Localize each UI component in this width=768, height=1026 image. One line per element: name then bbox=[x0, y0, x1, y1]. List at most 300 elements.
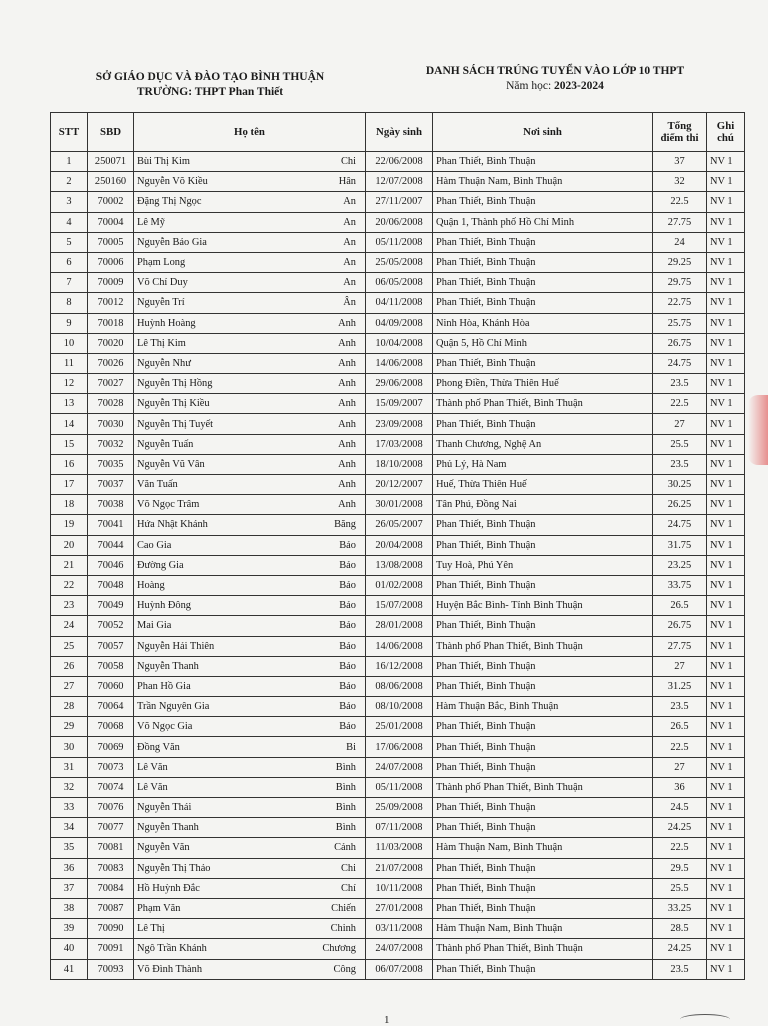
cell-family-name: Đồng Văn bbox=[137, 741, 180, 753]
cell-given-name: Bình bbox=[335, 781, 356, 793]
table-row bbox=[51, 878, 745, 898]
cell-note: NV 1 bbox=[707, 697, 745, 717]
cell-note: NV 1 bbox=[707, 656, 745, 676]
cell-dob: 12/07/2008 bbox=[366, 172, 433, 192]
cell-sbd: 250071 bbox=[88, 152, 134, 172]
cell-place: Phan Thiết, Bình Thuận bbox=[433, 252, 653, 272]
cell-name bbox=[134, 353, 366, 373]
cell-dob: 04/11/2008 bbox=[366, 293, 433, 313]
cell-dob: 17/03/2008 bbox=[366, 434, 433, 454]
table-row bbox=[51, 172, 745, 192]
cell-name bbox=[134, 454, 366, 474]
cell-sbd: 70049 bbox=[88, 596, 134, 616]
cell-dob: 27/01/2008 bbox=[366, 898, 433, 918]
cell-dob: 20/12/2007 bbox=[366, 475, 433, 495]
header-score bbox=[653, 113, 707, 152]
cell-given-name: Anh bbox=[338, 398, 356, 410]
table-row bbox=[51, 838, 745, 858]
cell-score: 32 bbox=[653, 172, 707, 192]
cell-stt: 9 bbox=[51, 313, 88, 333]
table-row bbox=[51, 737, 745, 757]
cell-stt: 24 bbox=[51, 616, 88, 636]
cell-dob: 28/01/2008 bbox=[366, 616, 433, 636]
cell-name bbox=[134, 818, 366, 838]
cell-place: Phan Thiết, Bình Thuận bbox=[433, 737, 653, 757]
table-row bbox=[51, 313, 745, 333]
cell-stt: 3 bbox=[51, 192, 88, 212]
cell-score: 26.5 bbox=[653, 717, 707, 737]
cell-family-name: Nguyễn Thanh bbox=[137, 822, 199, 834]
cell-family-name: Nguyễn Hải Thiên bbox=[137, 640, 215, 652]
cell-score: 24.25 bbox=[653, 939, 707, 959]
table-row bbox=[51, 374, 745, 394]
cell-dob: 14/06/2008 bbox=[366, 636, 433, 656]
cell-family-name: Huỳnh Đông bbox=[137, 600, 191, 612]
table-row bbox=[51, 555, 745, 575]
cell-dob: 30/01/2008 bbox=[366, 495, 433, 515]
cell-note: NV 1 bbox=[707, 898, 745, 918]
cell-sbd: 250160 bbox=[88, 172, 134, 192]
cell-dob: 25/05/2008 bbox=[366, 252, 433, 272]
cell-place: Tuy Hoà, Phú Yên bbox=[433, 555, 653, 575]
table-row bbox=[51, 818, 745, 838]
cell-given-name: Bảo bbox=[339, 640, 356, 652]
cell-sbd: 70060 bbox=[88, 676, 134, 696]
cell-name bbox=[134, 172, 366, 192]
cell-family-name: Nguyễn Văn bbox=[137, 842, 190, 854]
cell-given-name: Chương bbox=[322, 943, 356, 955]
cell-note: NV 1 bbox=[707, 818, 745, 838]
cell-stt: 15 bbox=[51, 434, 88, 454]
cell-given-name: Anh bbox=[338, 337, 356, 349]
cell-given-name: An bbox=[343, 257, 356, 269]
cell-sbd: 70004 bbox=[88, 212, 134, 232]
cell-place: Phan Thiết, Bình Thuận bbox=[433, 353, 653, 373]
cell-stt: 28 bbox=[51, 697, 88, 717]
cell-given-name: An bbox=[343, 196, 356, 208]
cell-stt: 41 bbox=[51, 959, 88, 979]
table-row bbox=[51, 656, 745, 676]
cell-place: Thành phố Phan Thiết, Bình Thuận bbox=[433, 394, 653, 414]
cell-family-name: Võ Ngọc Trâm bbox=[137, 499, 200, 511]
cell-stt: 29 bbox=[51, 717, 88, 737]
cell-family-name: Văn Tuấn bbox=[137, 479, 178, 491]
cell-given-name: An bbox=[343, 216, 356, 228]
table-row bbox=[51, 858, 745, 878]
cell-place: Phan Thiết, Bình Thuận bbox=[433, 535, 653, 555]
cell-score: 22.5 bbox=[653, 737, 707, 757]
cell-family-name: Nguyễn Thị Hồng bbox=[137, 378, 213, 390]
page-number: 1 bbox=[384, 1014, 390, 1026]
cell-note: NV 1 bbox=[707, 676, 745, 696]
cell-name bbox=[134, 152, 366, 172]
cell-given-name: An bbox=[343, 236, 356, 248]
cell-sbd: 70058 bbox=[88, 656, 134, 676]
cell-name bbox=[134, 858, 366, 878]
cell-stt: 25 bbox=[51, 636, 88, 656]
table-row bbox=[51, 252, 745, 272]
cell-dob: 03/11/2008 bbox=[366, 919, 433, 939]
cell-note: NV 1 bbox=[707, 313, 745, 333]
cell-place: Phan Thiết, Bình Thuận bbox=[433, 232, 653, 252]
cell-sbd: 70028 bbox=[88, 394, 134, 414]
cell-given-name: Anh bbox=[338, 479, 356, 491]
table-row bbox=[51, 475, 745, 495]
cell-place: Quận 5, Hồ Chí Minh bbox=[433, 333, 653, 353]
cell-score: 26.25 bbox=[653, 495, 707, 515]
cell-family-name: Cao Gia bbox=[137, 539, 172, 551]
cell-given-name: Anh bbox=[338, 378, 356, 390]
cell-name bbox=[134, 838, 366, 858]
table-row bbox=[51, 232, 745, 252]
cell-score: 22.5 bbox=[653, 838, 707, 858]
cell-note: NV 1 bbox=[707, 717, 745, 737]
cell-name bbox=[134, 656, 366, 676]
cell-score: 27.75 bbox=[653, 636, 707, 656]
table-row bbox=[51, 777, 745, 797]
cell-place: Phan Thiết, Bình Thuận bbox=[433, 152, 653, 172]
cell-note: NV 1 bbox=[707, 273, 745, 293]
cell-note: NV 1 bbox=[707, 434, 745, 454]
cell-dob: 05/11/2008 bbox=[366, 232, 433, 252]
cell-name bbox=[134, 939, 366, 959]
cell-sbd: 70064 bbox=[88, 697, 134, 717]
cell-score: 27 bbox=[653, 757, 707, 777]
cell-stt: 36 bbox=[51, 858, 88, 878]
cell-score: 29.75 bbox=[653, 273, 707, 293]
cell-score: 25.75 bbox=[653, 313, 707, 333]
cell-score: 30.25 bbox=[653, 475, 707, 495]
cell-note: NV 1 bbox=[707, 878, 745, 898]
cell-dob: 29/06/2008 bbox=[366, 374, 433, 394]
cell-dob: 08/10/2008 bbox=[366, 697, 433, 717]
cell-dob: 04/09/2008 bbox=[366, 313, 433, 333]
cell-name bbox=[134, 676, 366, 696]
cell-name bbox=[134, 273, 366, 293]
cell-dob: 20/06/2008 bbox=[366, 212, 433, 232]
cell-score: 36 bbox=[653, 777, 707, 797]
cell-stt: 10 bbox=[51, 333, 88, 353]
cell-score: 27 bbox=[653, 414, 707, 434]
cell-note: NV 1 bbox=[707, 858, 745, 878]
admission-table bbox=[50, 112, 745, 980]
cell-place: Phan Thiết, Bình Thuận bbox=[433, 798, 653, 818]
cell-dob: 01/02/2008 bbox=[366, 575, 433, 595]
cell-family-name: Nguyễn Thị Kiều bbox=[137, 398, 210, 410]
cell-given-name: Băng bbox=[334, 519, 356, 531]
cell-note: NV 1 bbox=[707, 212, 745, 232]
cell-stt: 23 bbox=[51, 596, 88, 616]
cell-stt: 4 bbox=[51, 212, 88, 232]
cell-sbd: 70069 bbox=[88, 737, 134, 757]
cell-family-name: Nguyễn Thái bbox=[137, 802, 192, 814]
table-row bbox=[51, 798, 745, 818]
cell-given-name: Anh bbox=[338, 458, 356, 470]
table-row bbox=[51, 353, 745, 373]
cell-name bbox=[134, 636, 366, 656]
cell-name bbox=[134, 697, 366, 717]
cell-stt: 17 bbox=[51, 475, 88, 495]
header-place: Nơi sinh bbox=[433, 113, 653, 152]
cell-stt: 40 bbox=[51, 939, 88, 959]
cell-stt: 35 bbox=[51, 838, 88, 858]
cell-sbd: 70044 bbox=[88, 535, 134, 555]
cell-name bbox=[134, 555, 366, 575]
issuer-header bbox=[60, 70, 360, 100]
cell-stt: 8 bbox=[51, 293, 88, 313]
table-row bbox=[51, 959, 745, 979]
cell-score: 23.25 bbox=[653, 555, 707, 575]
cell-dob: 08/06/2008 bbox=[366, 676, 433, 696]
header-score-line2: điểm thi bbox=[660, 132, 699, 144]
cell-place: Tân Phú, Đồng Nai bbox=[433, 495, 653, 515]
table-row bbox=[51, 212, 745, 232]
table-row bbox=[51, 636, 745, 656]
cell-sbd: 70046 bbox=[88, 555, 134, 575]
table-row bbox=[51, 495, 745, 515]
cell-place: Phong Điền, Thừa Thiên Huế bbox=[433, 374, 653, 394]
header-note bbox=[707, 113, 745, 152]
cell-stt: 31 bbox=[51, 757, 88, 777]
cell-family-name: Ngô Trần Khánh bbox=[137, 943, 207, 955]
cell-stt: 19 bbox=[51, 515, 88, 535]
cell-score: 37 bbox=[653, 152, 707, 172]
cell-name bbox=[134, 293, 366, 313]
cell-note: NV 1 bbox=[707, 737, 745, 757]
cell-name bbox=[134, 777, 366, 797]
cell-name bbox=[134, 898, 366, 918]
cell-place: Phan Thiết, Bình Thuận bbox=[433, 273, 653, 293]
cell-given-name: Ân bbox=[343, 297, 356, 309]
cell-family-name: Đường Gia bbox=[137, 559, 184, 571]
cell-name bbox=[134, 434, 366, 454]
cell-stt: 39 bbox=[51, 919, 88, 939]
cell-name bbox=[134, 475, 366, 495]
cell-given-name: Bình bbox=[335, 761, 356, 773]
cell-family-name: Nguyễn Bảo Gia bbox=[137, 236, 207, 248]
cell-dob: 22/06/2008 bbox=[366, 152, 433, 172]
cell-sbd: 70076 bbox=[88, 798, 134, 818]
cell-name bbox=[134, 616, 366, 636]
cell-score: 25.5 bbox=[653, 878, 707, 898]
header-dob: Ngày sinh bbox=[366, 113, 433, 152]
cell-given-name: Bảo bbox=[339, 701, 356, 713]
cell-note: NV 1 bbox=[707, 495, 745, 515]
cell-stt: 34 bbox=[51, 818, 88, 838]
cell-sbd: 70068 bbox=[88, 717, 134, 737]
cell-place: Phan Thiết, Bình Thuận bbox=[433, 959, 653, 979]
cell-family-name: Nguyễn Vũ Vân bbox=[137, 458, 205, 470]
cell-name bbox=[134, 575, 366, 595]
cell-place: Hàm Thuận Nam, Bình Thuận bbox=[433, 838, 653, 858]
cell-name bbox=[134, 737, 366, 757]
table-row bbox=[51, 535, 745, 555]
table-row bbox=[51, 616, 745, 636]
cell-family-name: Nguyễn Trí bbox=[137, 297, 185, 309]
table-row bbox=[51, 939, 745, 959]
cell-dob: 21/07/2008 bbox=[366, 858, 433, 878]
cell-note: NV 1 bbox=[707, 777, 745, 797]
cell-sbd: 70093 bbox=[88, 959, 134, 979]
cell-family-name: Lê Thị bbox=[137, 923, 165, 935]
cell-note: NV 1 bbox=[707, 838, 745, 858]
cell-name bbox=[134, 757, 366, 777]
table-row bbox=[51, 898, 745, 918]
cell-given-name: Anh bbox=[338, 418, 356, 430]
cell-given-name: An bbox=[343, 277, 356, 289]
cell-sbd: 70077 bbox=[88, 818, 134, 838]
cell-name bbox=[134, 535, 366, 555]
cell-place: Hàm Thuận Bắc, Bình Thuận bbox=[433, 697, 653, 717]
cell-name bbox=[134, 495, 366, 515]
cell-note: NV 1 bbox=[707, 293, 745, 313]
cell-family-name: Võ Đình Thành bbox=[137, 963, 203, 975]
cell-family-name: Bùi Thị Kim bbox=[137, 156, 190, 168]
table-row bbox=[51, 676, 745, 696]
cell-score: 24.75 bbox=[653, 515, 707, 535]
cell-note: NV 1 bbox=[707, 939, 745, 959]
cell-note: NV 1 bbox=[707, 414, 745, 434]
cell-dob: 14/06/2008 bbox=[366, 353, 433, 373]
cell-family-name: Hoàng bbox=[137, 580, 165, 592]
cell-family-name: Võ Chí Duy bbox=[137, 277, 188, 289]
cell-place: Phan Thiết, Bình Thuận bbox=[433, 676, 653, 696]
cell-dob: 06/07/2008 bbox=[366, 959, 433, 979]
cell-given-name: Chinh bbox=[330, 923, 356, 935]
cell-dob: 20/04/2008 bbox=[366, 535, 433, 555]
cell-note: NV 1 bbox=[707, 454, 745, 474]
cell-stt: 30 bbox=[51, 737, 88, 757]
cell-score: 24.5 bbox=[653, 798, 707, 818]
header-sbd: SBD bbox=[88, 113, 134, 152]
cell-place: Hàm Thuận Nam, Bình Thuận bbox=[433, 172, 653, 192]
cell-name bbox=[134, 232, 366, 252]
cell-note: NV 1 bbox=[707, 333, 745, 353]
cell-note: NV 1 bbox=[707, 616, 745, 636]
cell-sbd: 70083 bbox=[88, 858, 134, 878]
cell-name bbox=[134, 333, 366, 353]
cell-dob: 07/11/2008 bbox=[366, 818, 433, 838]
cell-score: 29.5 bbox=[653, 858, 707, 878]
table-row bbox=[51, 293, 745, 313]
cell-stt: 33 bbox=[51, 798, 88, 818]
cell-sbd: 70030 bbox=[88, 414, 134, 434]
cell-dob: 25/09/2008 bbox=[366, 798, 433, 818]
cell-stt: 26 bbox=[51, 656, 88, 676]
cell-score: 27 bbox=[653, 656, 707, 676]
cell-place: Phan Thiết, Bình Thuận bbox=[433, 293, 653, 313]
cell-score: 24.75 bbox=[653, 353, 707, 373]
cell-name bbox=[134, 798, 366, 818]
cell-score: 31.25 bbox=[653, 676, 707, 696]
cell-family-name: Nguyễn Thanh bbox=[137, 660, 199, 672]
cell-family-name: Nguyễn Võ Kiều bbox=[137, 176, 208, 188]
cell-note: NV 1 bbox=[707, 374, 745, 394]
cell-place: Phan Thiết, Bình Thuận bbox=[433, 818, 653, 838]
table-row bbox=[51, 434, 745, 454]
cell-family-name: Hồ Huỳnh Đắc bbox=[137, 882, 200, 894]
table-row bbox=[51, 192, 745, 212]
table-row bbox=[51, 273, 745, 293]
cell-score: 23.5 bbox=[653, 454, 707, 474]
cell-score: 33.25 bbox=[653, 898, 707, 918]
cell-note: NV 1 bbox=[707, 636, 745, 656]
cell-dob: 24/07/2008 bbox=[366, 939, 433, 959]
cell-given-name: Anh bbox=[338, 317, 356, 329]
cell-note: NV 1 bbox=[707, 475, 745, 495]
cell-note: NV 1 bbox=[707, 555, 745, 575]
cell-stt: 2 bbox=[51, 172, 88, 192]
cell-dob: 26/05/2007 bbox=[366, 515, 433, 535]
cell-place: Phan Thiết, Bình Thuận bbox=[433, 898, 653, 918]
cell-family-name: Nguyễn Thị Thảo bbox=[137, 862, 211, 874]
document-title-block bbox=[385, 64, 725, 94]
cell-score: 22.75 bbox=[653, 293, 707, 313]
header-note-line2: chú bbox=[717, 132, 734, 144]
cell-stt: 5 bbox=[51, 232, 88, 252]
cell-place: Phan Thiết, Bình Thuận bbox=[433, 575, 653, 595]
cell-sbd: 70002 bbox=[88, 192, 134, 212]
cell-sbd: 70091 bbox=[88, 939, 134, 959]
cell-dob: 05/11/2008 bbox=[366, 777, 433, 797]
cell-given-name: Bảo bbox=[339, 680, 356, 692]
cell-name bbox=[134, 313, 366, 333]
cell-given-name: Chí bbox=[340, 882, 356, 894]
red-stamp-edge bbox=[748, 395, 768, 465]
cell-place: Thanh Chương, Nghệ An bbox=[433, 434, 653, 454]
cell-place: Phan Thiết, Bình Thuận bbox=[433, 878, 653, 898]
cell-stt: 11 bbox=[51, 353, 88, 373]
cell-sbd: 70012 bbox=[88, 293, 134, 313]
cell-family-name: Trần Nguyên Gia bbox=[137, 701, 210, 713]
cell-given-name: Chi bbox=[340, 156, 356, 168]
cell-family-name: Nguyễn Thị Tuyết bbox=[137, 418, 214, 430]
cell-place: Phan Thiết, Bình Thuận bbox=[433, 656, 653, 676]
cell-place: Phủ Lý, Hà Nam bbox=[433, 454, 653, 474]
cell-stt: 38 bbox=[51, 898, 88, 918]
header-score-line1: Tổng bbox=[667, 120, 692, 132]
cell-stt: 16 bbox=[51, 454, 88, 474]
table-row bbox=[51, 454, 745, 474]
cell-name bbox=[134, 414, 366, 434]
cell-stt: 12 bbox=[51, 374, 88, 394]
cell-name bbox=[134, 394, 366, 414]
cell-name bbox=[134, 596, 366, 616]
cell-given-name: Anh bbox=[338, 438, 356, 450]
cell-stt: 37 bbox=[51, 878, 88, 898]
cell-given-name: Bi bbox=[346, 741, 356, 753]
cell-note: NV 1 bbox=[707, 757, 745, 777]
cell-stt: 20 bbox=[51, 535, 88, 555]
table-body bbox=[51, 152, 745, 980]
cell-name bbox=[134, 374, 366, 394]
cell-stt: 6 bbox=[51, 252, 88, 272]
cell-given-name: Bình bbox=[335, 802, 356, 814]
cell-place: Hàm Thuận Nam, Bình Thuận bbox=[433, 919, 653, 939]
cell-sbd: 70032 bbox=[88, 434, 134, 454]
cell-score: 26.75 bbox=[653, 333, 707, 353]
cell-place: Thành phố Phan Thiết, Bình Thuận bbox=[433, 636, 653, 656]
cell-given-name: Bảo bbox=[339, 559, 356, 571]
cell-score: 33.75 bbox=[653, 575, 707, 595]
cell-place: Phan Thiết, Bình Thuận bbox=[433, 192, 653, 212]
table-row bbox=[51, 919, 745, 939]
cell-family-name: Phạm Long bbox=[137, 257, 186, 269]
cell-family-name: Lê Văn bbox=[137, 761, 168, 773]
cell-place: Thành phố Phan Thiết, Bình Thuận bbox=[433, 777, 653, 797]
cell-name bbox=[134, 212, 366, 232]
cell-sbd: 70009 bbox=[88, 273, 134, 293]
